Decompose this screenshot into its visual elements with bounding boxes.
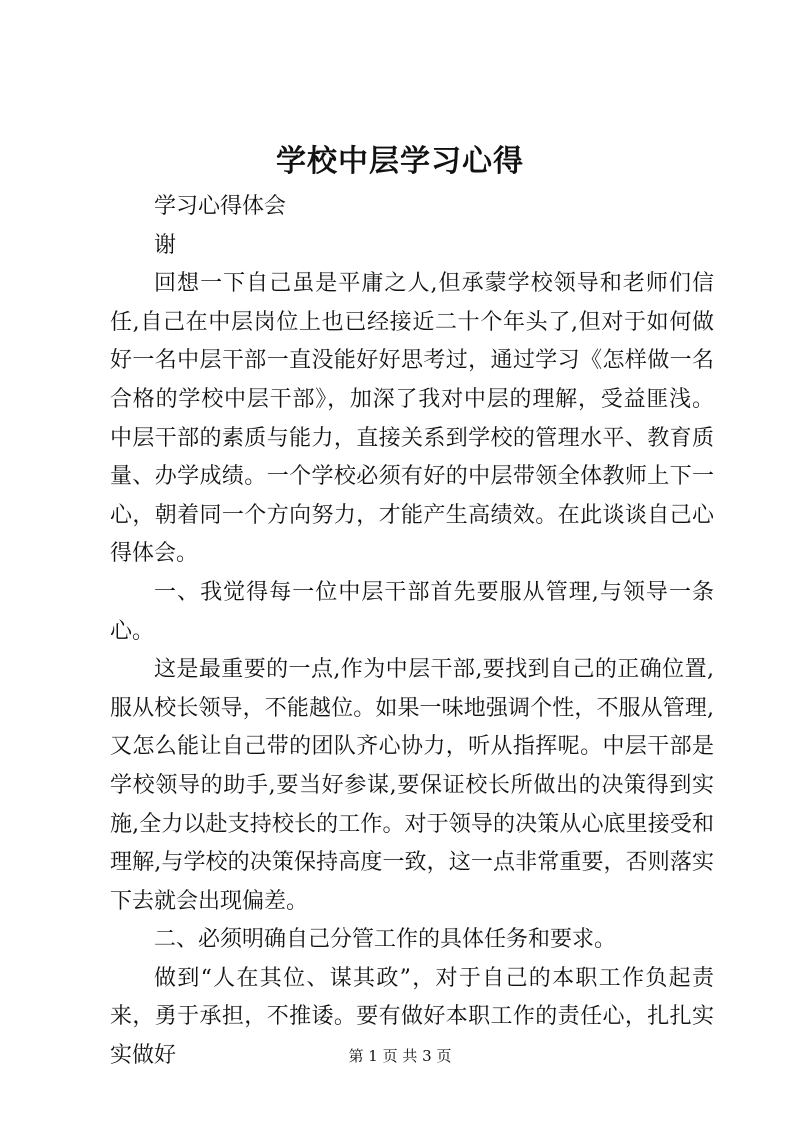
paragraph-author: 谢 [154,232,177,258]
document-body [110,188,714,1076]
document-title: 学校中层学习心得 [276,144,524,179]
paragraph-section-one: 这是最重要的一点,作为中层干部,要找到自己的正确位置,服从校长领导，不能越位。如果一味地强调个性，不服从管理,又怎么能让自己带的团队齐心协力，听从指挥呢。中层干部是学校领导的助手,要当好参谋,要保证校长所做出的决策得到实施,全力以赴支持校长的工作。对于领导的决策从心底里接受和理解,与学校的决策保持高度一致，这一点非常重要，否则落实下去就会出现偏差。 [110,657,714,914]
paragraph-heading-two: 二、必须明确自己分管工作的具体任务和要求。 [154,927,617,953]
paragraph-section-two: 做到“人在其位、谋其政”，对于自己的本职工作负起责来，勇于承担，不推诿。要有做好本职工作的责任心，扎扎实实做好 [110,965,714,1069]
paragraph-heading-one: 一、我觉得每一位中层干部首先要服从管理,与领导一条心。 [110,579,714,644]
page-number-footer: 第 1 页 共 3 页 [348,1047,452,1065]
paragraph-subtitle: 学习心得体会 [154,194,287,219]
paragraph-intro: 回想一下自己虽是平庸之人,但承蒙学校领导和老师们信任,自己在中层岗位上也已经接近二十个年头了,但对于如何做好一名中层干部一直没能好好思考过，通过学习《怎样做一名合格的学校中层干部》，加深了我对中层的理解，受益匪浅。中层干部的素质与能力，直接关系到学校的管理水平、教育质量、办学成绩。一个学校必须有好的中层带领全体教师上下一心，朝着同一个方向努力，才能产生高绩效。在此谈谈自己心得体会。 [110,271,714,567]
